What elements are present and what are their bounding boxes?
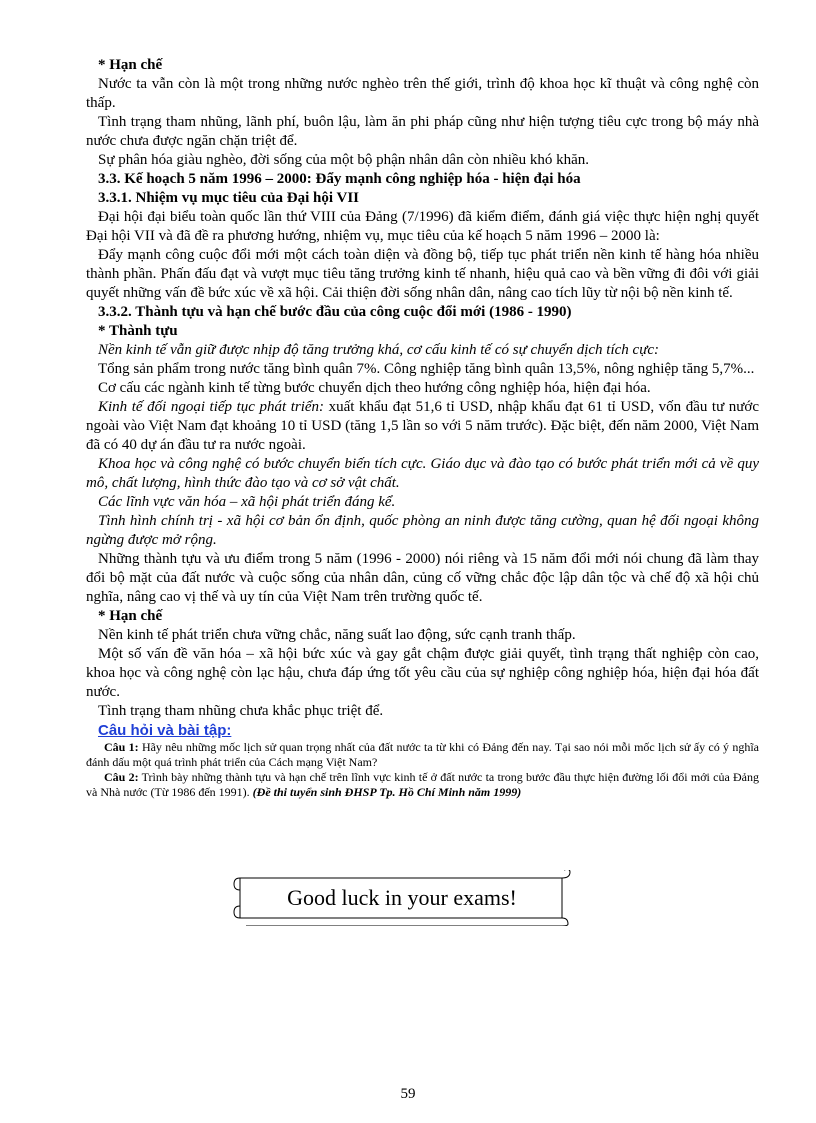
question-text: Trình bày những thành tựu và hạn chế trên lĩnh vực kinh tế ở đất nước ta trong bước đầu thực hiện đường lối đổi mới của Đảng và Nhà nước (Từ 1986 đến 1991). [86, 770, 759, 799]
paragraph: Một số vấn đề văn hóa – xã hội bức xúc và gay gắt chậm được giải quyết, tình trạng thất nghiệp còn cao, khoa học và công nghệ còn lạc hậu, chưa đáp ứng tốt yêu cầu của sự nghiệp công nghiệp hóa, hiện đại hóa đất nước. [86, 646, 759, 700]
questions-title: Câu hỏi và bài tập: [98, 722, 232, 739]
section-heading-3-3: 3.3. Kế hoạch 5 năm 1996 – 2000: Đẩy mạnh công nghiệp hóa - hiện đại hóa [98, 171, 581, 187]
paragraph-text: xuất khẩu đạt 51,6 tỉ USD, nhập khẩu đạt 61 tỉ USD, vốn đầu tư nước ngoài vào Việt Nam đạt khoảng 10 tỉ USD (tăng 1,5 lần so với 5 năm trước). Đặc biệt, đến năm 2000, Việt Nam đã có 40 dự án đầu tư ra nước ngoài. [86, 399, 759, 453]
question-text: Hãy nêu những mốc lịch sử quan trọng nhất của đất nước ta từ khi có Đảng đến nay. Tại sao nói mỗi mốc lịch sử ấy có ý nghĩa đánh dấu một quá trình phát triển của Cách mạng Việt Nam? [86, 740, 759, 769]
heading-thanh-tuu: * Thành tựu [98, 323, 178, 339]
question-label: Câu 2: [104, 770, 139, 784]
good-luck-banner [232, 870, 572, 926]
paragraph: Tổng sản phẩm trong nước tăng bình quân 7%. Công nghiệp tăng bình quân 13,5%, nông nghiệp tăng 5,7%... [98, 361, 755, 377]
paragraph: Đại hội đại biểu toàn quốc lần thứ VIII của Đảng (7/1996) đã kiểm điểm, đánh giá việc thực hiện nghị quyết Đại hội VII và đã đề ra phương hướng, nhiệm vụ, mục tiêu của kế hoạch 5 năm 1996 – 2000 là: [86, 209, 759, 244]
paragraph: Tình trạng tham nhũng, lãnh phí, buôn lậu, làm ăn phi pháp cũng như hiện tượng tiêu cực trong bộ máy nhà nước chưa được ngăn chặn triệt để. [86, 114, 759, 149]
heading-han-che-2: * Hạn chế [98, 608, 163, 624]
paragraph: Đẩy mạnh công cuộc đổi mới một cách toàn diện và đồng bộ, tiếp tục phát triển nền kinh tế hàng hóa nhiều thành phần. Phấn đấu đạt và vượt mục tiêu tăng trưởng kinh tế nhanh, hiệu quả cao và bền vững đi đôi với giải quyết những vấn đề bức xúc về xã hội. Cải thiện đời sống nhân dân, nâng cao tích lũy từ nội bộ nền kinh tế. [86, 247, 759, 301]
italic-paragraph: Nền kinh tế vẫn giữ được nhịp độ tăng trưởng khá, cơ cấu kinh tế có sự chuyển dịch tích cực: [98, 342, 660, 358]
paragraph: Nền kinh tế phát triển chưa vững chắc, năng suất lao động, sức cạnh tranh thấp. [98, 627, 576, 643]
paragraph: Sự phân hóa giàu nghèo, đời sống của một bộ phận nhân dân còn nhiều khó khăn. [98, 152, 589, 168]
banner-text: Good luck in your exams! [287, 885, 517, 910]
italic-paragraph: Các lĩnh vực văn hóa – xã hội phát triển đáng kể. [98, 494, 396, 510]
subsection-heading-3-3-1: 3.3.1. Nhiệm vụ mục tiêu của Đại hội VII [98, 190, 359, 206]
italic-paragraph: Khoa học và công nghệ có bước chuyển biến tích cực. Giáo dục và đào tạo có bước phát triển mới cả về quy mô, chất lượng, hình thức đào tạo và cơ sở vật chất. [86, 456, 759, 491]
paragraph: Tình trạng tham nhũng chưa khắc phục triệt để. [98, 703, 384, 719]
paragraph: Nước ta vẫn còn là một trong những nước nghèo trên thế giới, trình độ khoa học kĩ thuật và công nghệ còn thấp. [86, 76, 759, 111]
question-2 [86, 770, 759, 800]
question-1 [86, 740, 759, 770]
italic-paragraph: Tình hình chính trị - xã hội cơ bản ổn định, quốc phòng an ninh được tăng cường, quan hệ đối ngoại không ngừng được mở rộng. [86, 513, 759, 548]
page-content [86, 56, 759, 800]
page-number: 59 [400, 1086, 416, 1102]
question-label: Câu 1: [104, 740, 139, 754]
italic-lead: Kinh tế đối ngoại tiếp tục phát triển: [98, 399, 325, 415]
paragraph [86, 398, 759, 455]
subsection-heading-3-3-2: 3.3.2. Thành tựu và hạn chế bước đầu của công cuộc đổi mới (1986 - 1990) [98, 304, 572, 320]
heading-han-che: * Hạn chế [98, 57, 163, 73]
question-source: (Đề thi tuyển sinh ĐHSP Tp. Hồ Chí Minh năm 1999) [252, 785, 522, 799]
paragraph: Những thành tựu và ưu điểm trong 5 năm (1996 - 2000) nói riêng và 15 năm đổi mới nói chung đã làm thay đổi bộ mặt của đất nước và cuộc sống của nhân dân, củng cố vững chắc độc lập dân tộc và chế độ xã hội chủ nghĩa, nâng cao vị thế và uy tín của Việt Nam trên trường quốc tế. [86, 551, 759, 605]
paragraph: Cơ cấu các ngành kinh tế từng bước chuyển dịch theo hướng công nghiệp hóa, hiện đại hóa. [98, 380, 651, 396]
